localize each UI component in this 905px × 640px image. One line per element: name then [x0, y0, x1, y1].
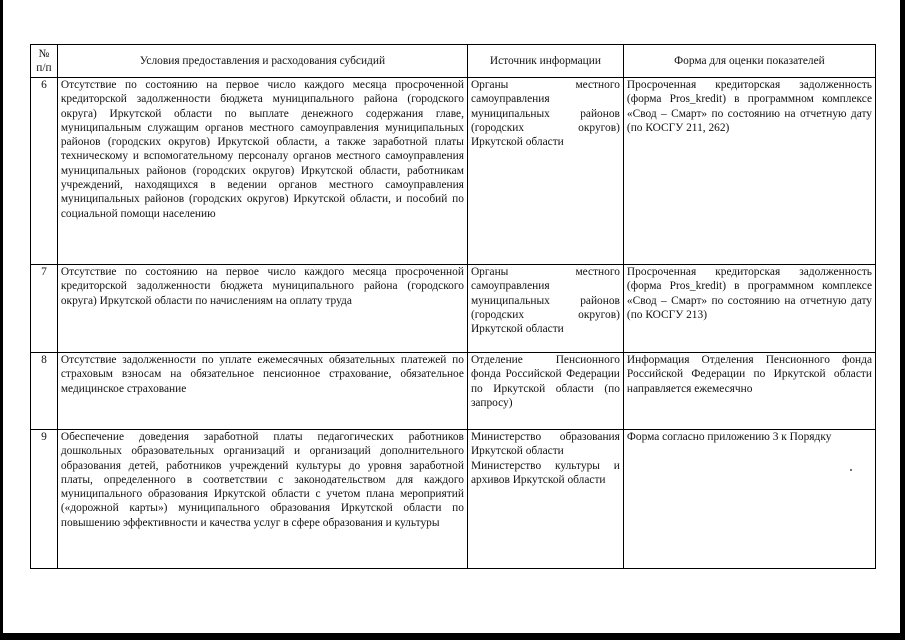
row-number: 7 — [31, 265, 58, 353]
row-condition: Отсутствие по состоянию на первое число каждого месяца просроченной кредиторской задолженности бюджета муниципального района (городского округа) Иркутской области по выплате денежного содержания главе, муниципальным служащим органов местного самоуправления муниципальных районов (городских округов) Иркутской области, а также заработной платы техническому и вспомогательному персоналу органов местного самоуправления муниципальных районов (городских округов) Иркутской области, работникам учреждений, находящихся в ведении органов местного самоуправления муниципальных районов (городских округов) Иркутской области, и пособий по социальной помощи населению — [57, 78, 467, 265]
row-number: 8 — [31, 353, 58, 430]
source-line: Министерство образования Иркутской области — [470, 431, 620, 458]
table-row — [31, 430, 876, 569]
row-form: Информация Отделения Пенсионного фонда Российской Федерации по Иркутской области направляется ежемесячно — [623, 353, 875, 430]
table-row — [31, 78, 876, 265]
row-form: Просроченная кредиторская задолженность (форма Pros_kredit) в программном комплексе «Свод – Смарт» по состоянию на отчетную дату (по КОСГУ 211, 262) — [623, 78, 875, 265]
scan-edge-right — [900, 0, 905, 640]
row-source — [467, 353, 623, 430]
row-form: Просроченная кредиторская задолженность (форма Pros_kredit) в программном комплексе «Свод – Смарт» по состоянию на отчетную дату (по КОСГУ 213) — [623, 265, 875, 353]
row-source — [467, 265, 623, 353]
row-form: Форма согласно приложению 3 к Порядку — [623, 430, 875, 569]
source-line: Органы местного самоуправления муниципальных районов (городских округов) Иркутской области — [470, 266, 620, 336]
source-line: Министерство культуры и архивов Иркутской области — [470, 459, 620, 486]
row-condition: Обеспечение доведения заработной платы педагогических работников дошкольных образовательных организаций и организаций дополнительного образования детей, работников учреждений культуры до уровня заработной платы, определенного в соответствии с законодательством для каждого муниципального образования Иркутской области с учетом плана мероприятий («дорожной карты») муниципального образования Иркутской области по повышению эффективности и качества услуг в сфере образования и культуры — [57, 430, 467, 569]
row-source — [467, 430, 623, 569]
row-number: 9 — [31, 430, 58, 569]
row-condition: Отсутствие по состоянию на первое число каждого месяца просроченной кредиторской задолженности бюджета муниципального района (городского округа) Иркутской области по начислениям на оплату труда — [57, 265, 467, 353]
header-conditions: Условия предоставления и расходования субсидий — [57, 45, 467, 78]
header-source: Источник информации — [467, 45, 623, 78]
source-line: Органы местного самоуправления муниципальных районов (городских округов) Иркутской области — [470, 79, 620, 149]
header-number: № п/п — [31, 45, 58, 78]
header-form: Форма для оценки показателей — [623, 45, 875, 78]
source-line: Отделение Пенсионного фонда Российской Федерации по Иркутской области (по запросу) — [470, 354, 620, 409]
row-condition: Отсутствие задолженности по уплате ежемесячных обязательных платежей по страховым взносам на обязательное пенсионное страхование, обязательное медицинское страхование — [57, 353, 467, 430]
table-row — [31, 353, 876, 430]
row-number: 6 — [31, 78, 58, 265]
row-source — [467, 78, 623, 265]
scan-edge-bottom — [0, 633, 905, 640]
scan-edge-left — [0, 0, 3, 640]
table-row — [31, 265, 876, 353]
subsidy-conditions-table — [30, 44, 876, 569]
table-header-row — [31, 45, 876, 78]
